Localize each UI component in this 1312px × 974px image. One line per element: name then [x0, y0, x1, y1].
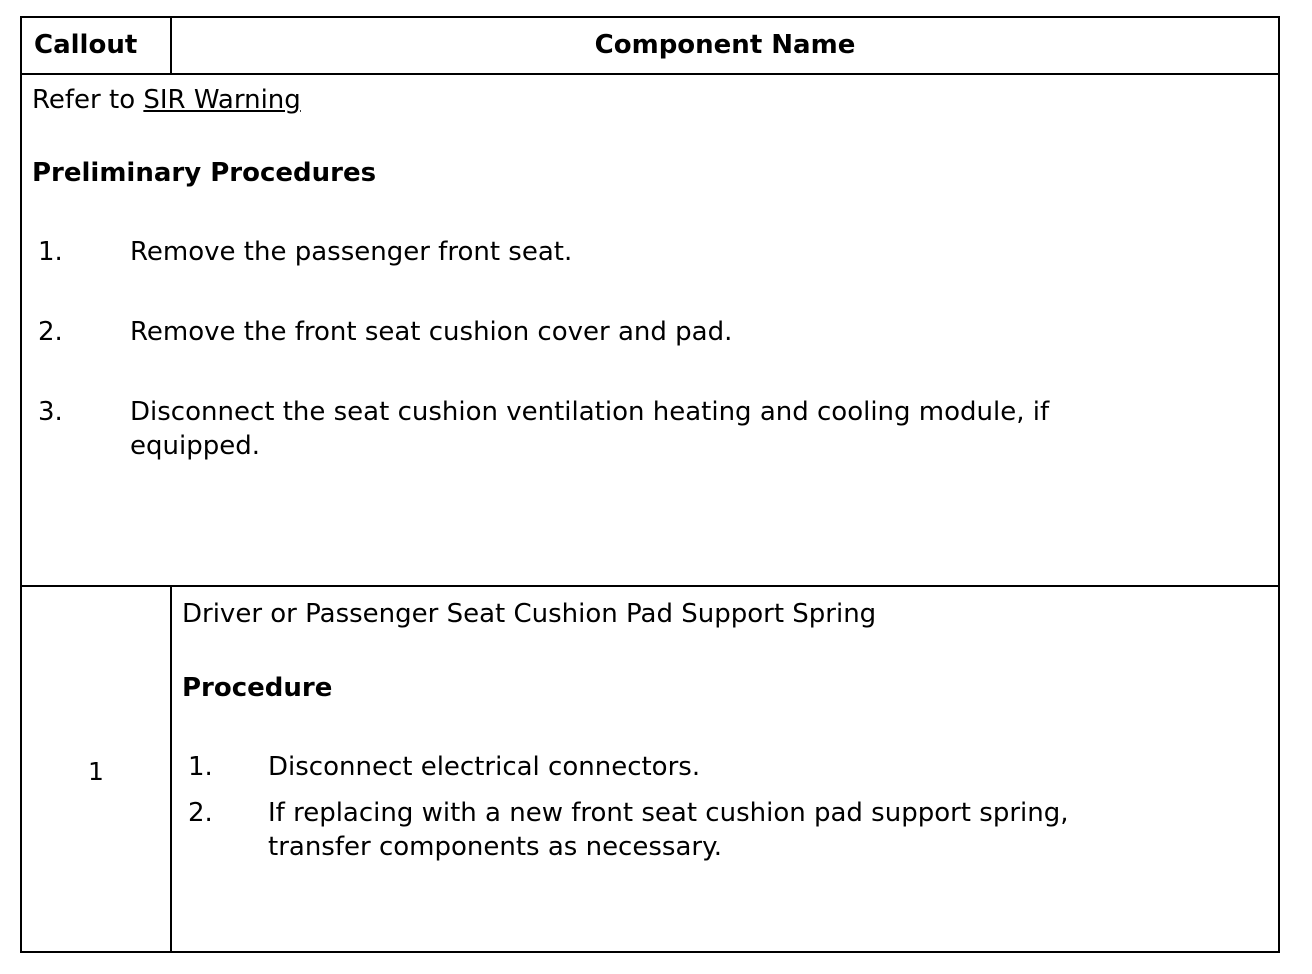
- refer-line: [32, 85, 301, 115]
- step-text: Remove the front seat cushion cover and pad.: [130, 317, 733, 347]
- header-callout: Callout: [22, 18, 172, 73]
- step-number: 1.: [38, 237, 63, 267]
- preliminary-procedures-title: Preliminary Procedures: [32, 158, 377, 188]
- sir-warning-link[interactable]: SIR Warning: [143, 85, 301, 115]
- table-header-row: [22, 18, 1278, 75]
- step-number: 3.: [38, 397, 63, 427]
- general-instructions-row: [22, 75, 1278, 587]
- step-text: Disconnect electrical connectors.: [268, 752, 701, 782]
- step-text-line-1: If replacing with a new front seat cushion pad support spring,: [268, 798, 1069, 828]
- step-text-line-1: Disconnect the seat cushion ventilation heating and cooling module, if: [130, 397, 1050, 427]
- header-component-name: Component Name: [594, 30, 856, 60]
- step-text: Remove the passenger front seat.: [130, 237, 573, 267]
- component-name: Driver or Passenger Seat Cushion Pad Support Spring: [182, 599, 877, 629]
- refer-prefix: Refer to: [32, 85, 144, 115]
- callout-cell: [22, 587, 172, 951]
- step-text-line-2: equipped.: [130, 431, 260, 461]
- step-number: 1.: [188, 752, 213, 782]
- step-text-line-2: transfer components as necessary.: [268, 832, 723, 862]
- procedure-table: [20, 16, 1280, 953]
- step-number: 2.: [188, 798, 213, 828]
- step-number: 2.: [38, 317, 63, 347]
- procedure-title: Procedure: [182, 673, 333, 703]
- component-row: [22, 587, 1278, 951]
- component-cell: [172, 587, 1278, 951]
- callout-number: 1: [88, 757, 104, 786]
